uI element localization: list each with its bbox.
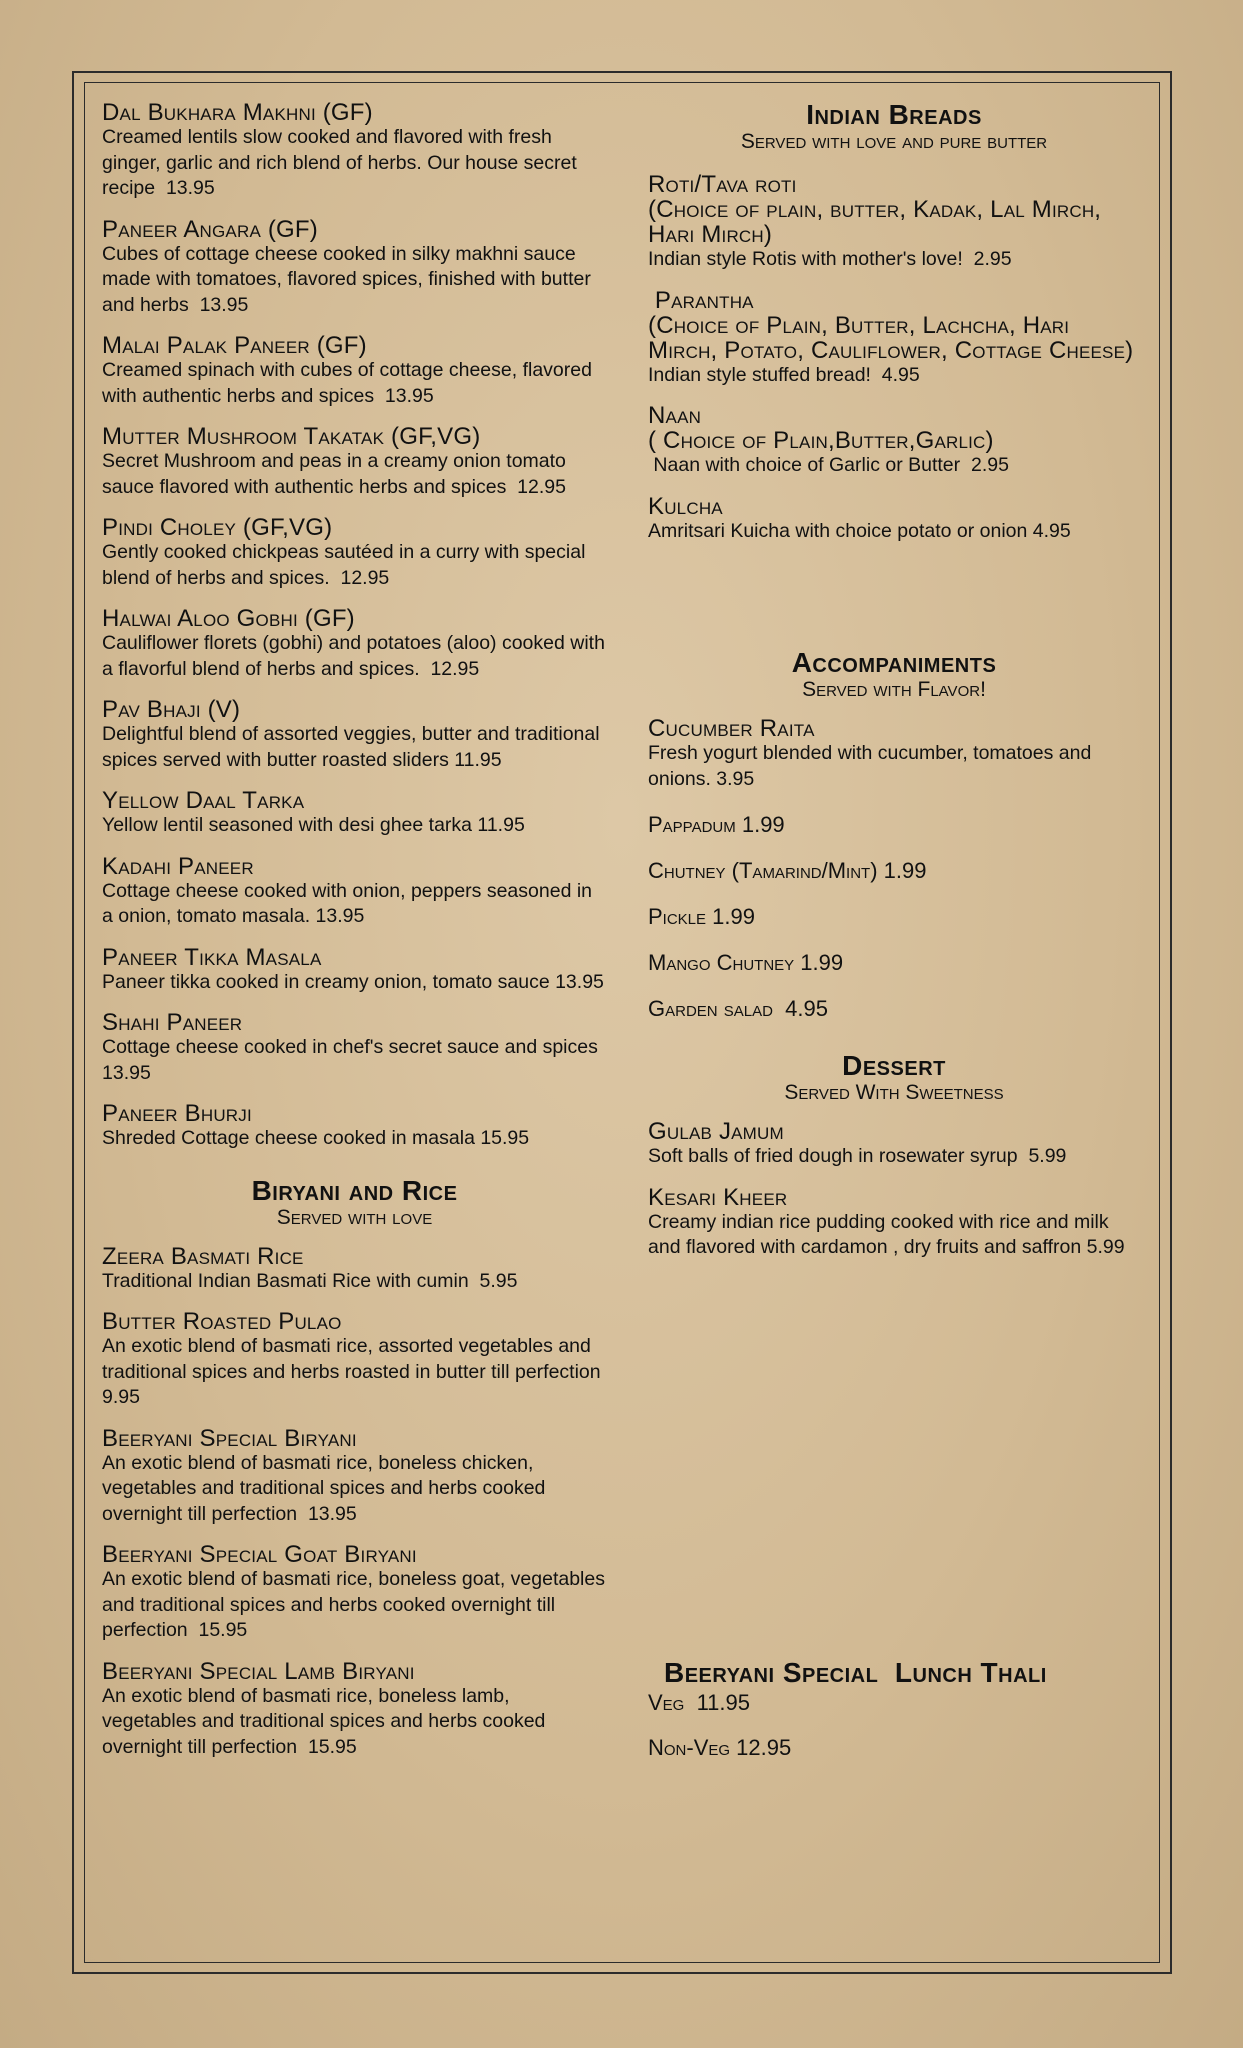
- thali-section: [648, 1658, 1140, 1781]
- item-description: Paneer tikka cooked in creamy onion, tomato sauce 13.95: [102, 970, 604, 993]
- entree-list: [102, 99, 611, 1152]
- item-name: Paneer Bhurji: [102, 1100, 252, 1127]
- item-name: Beeryani Special Lamb Biryani: [102, 1657, 415, 1685]
- item-description: Indian style Rotis with mother's love! 2.95: [648, 248, 1012, 270]
- left-column: [102, 99, 612, 1775]
- item-options: (Choice of Plain, Butter, Lachcha, Hari Mirch, Potato, Cauliflower, Cottage Cheese): [648, 311, 1134, 364]
- section-title: Biryani and Rice: [251, 1174, 458, 1206]
- menu-item: [102, 1101, 607, 1152]
- item-name: Parantha: [648, 286, 754, 314]
- dessert-section-header: [648, 1051, 1140, 1105]
- menu-item: [102, 515, 607, 591]
- accompaniment-item: Pappadum 1.99: [648, 812, 785, 837]
- accompaniment-item: Chutney (Tamarind/Mint) 1.99: [648, 858, 927, 883]
- accompaniments-list: [648, 812, 1140, 1021]
- item-name: Beeryani Special Goat Biryani: [102, 1541, 417, 1568]
- menu-item: [648, 288, 1140, 389]
- item-description: Traditional Indian Basmati Rice with cumin 5.95: [102, 1269, 518, 1292]
- menu-item: [102, 854, 607, 930]
- item-description: An exotic blend of basmati rice, assorted vegetables and traditional spices and herbs roasted in butter till perfection 9.95: [102, 1335, 612, 1408]
- item-name: Pindi Choley (GF,VG): [102, 514, 333, 541]
- item-description: Indian style stuffed bread! 4.95: [648, 363, 920, 386]
- dessert-list: [648, 1119, 1140, 1261]
- menu-item: [102, 424, 607, 500]
- menu-item: [648, 403, 1140, 479]
- item-description: Cottage cheese cooked with onion, peppers seasoned in a onion, tomato masala. 13.95: [102, 879, 598, 927]
- section-subtitle: Served With Sweetness: [784, 1081, 1004, 1104]
- item-description: Creamed lentils slow cooked and flavored with fresh ginger, garlic and rich blend of herbs. Our house secret recipe 13.95: [102, 126, 583, 199]
- menu-item: [102, 100, 607, 202]
- item-name: Kadahi Paneer: [102, 852, 254, 880]
- section-title: Beeryani Special Lunch Thali: [664, 1657, 1047, 1688]
- item-name: Beeryani Special Biryani: [102, 1424, 357, 1452]
- section-subtitle: Served with love: [276, 1205, 433, 1229]
- item-description: Shreded Cottage cheese cooked in masala 15.95: [102, 1127, 530, 1149]
- menu-item: [102, 217, 607, 319]
- section-subtitle: Served with love and pure butter: [740, 130, 1048, 153]
- section-title: Dessert: [842, 1050, 946, 1081]
- right-column: [648, 99, 1140, 1760]
- item-description: Yellow lentil seasoned with desi ghee tarka 11.95: [102, 814, 525, 836]
- item-name: Mutter Mushroom Takatak (GF,VG): [102, 423, 481, 450]
- menu-item: [648, 172, 1140, 273]
- menu-item: [102, 697, 607, 773]
- item-name: Zeera Basmati Rice: [102, 1242, 304, 1270]
- accompaniment-item: Mango Chutney 1.99: [648, 950, 844, 975]
- item-name: Paneer Angara (GF): [102, 215, 318, 243]
- item-description: Soft balls of fried dough in rosewater syrup 5.99: [648, 1145, 1067, 1167]
- item-description: Gently cooked chickpeas sautéed in a curry with special blend of herbs and spices. 12.95: [102, 541, 591, 589]
- item-name: Butter Roasted Pulao: [102, 1308, 342, 1335]
- menu-item: [102, 1541, 611, 1644]
- item-name: Pav Bhaji (V): [102, 696, 241, 723]
- item-name: Gulab Jamum: [648, 1118, 784, 1145]
- item-name: Halwai Aloo Gobhi (GF): [102, 605, 355, 632]
- item-name: Malai Palak Paneer (GF): [102, 332, 367, 359]
- menu-item: [102, 1308, 612, 1411]
- item-description: Cottage cheese cooked in chef's secret sauce and spices 13.95: [102, 1036, 604, 1084]
- accompaniment-item: Pickle 1.99: [648, 904, 755, 929]
- item-name: Yellow Daal Tarka: [102, 787, 305, 814]
- item-options: ( Choice of Plain,Butter,Garlic): [648, 427, 994, 454]
- menu-item: [648, 716, 1140, 792]
- item-name: Shahi Paneer: [102, 1009, 243, 1036]
- item-description: Creamy indian rice pudding cooked with rice and milk and flavored with cardamon , dry fruits and saffron 5.99: [648, 1210, 1125, 1258]
- accompaniments-section-header: [648, 648, 1140, 702]
- item-description: Fresh yogurt blended with cucumber, tomatoes and onions. 3.95: [648, 742, 1092, 790]
- breads-list: [648, 172, 1140, 544]
- section-title: Accompaniments: [791, 647, 997, 678]
- item-description: An exotic blend of basmati rice, boneless chicken, vegetables and traditional spices and herbs cooked overnight till perfection 13.95: [102, 1451, 551, 1525]
- item-name: Kesari Kheer: [648, 1183, 788, 1211]
- menu-item: [102, 1426, 607, 1528]
- biryani-section-header: [102, 1176, 607, 1230]
- item-name: Naan: [648, 402, 702, 429]
- item-description: Delightful blend of assorted veggies, butter and traditional spices served with butter roasted sliders 11.95: [102, 723, 605, 771]
- menu-item: [102, 1010, 607, 1086]
- menu-item: [102, 788, 607, 839]
- item-description: Creamed spinach with cubes of cottage cheese, flavored with authentic herbs and spices 13.95: [102, 359, 598, 407]
- item-description: Cubes of cottage cheese cooked in silky makhni sauce made with tomatoes, flavored spices, finished with butter and herbs 13.95: [102, 242, 597, 316]
- menu-item: [102, 945, 607, 996]
- item-description: Naan with choice of Garlic or Butter 2.95: [648, 454, 1009, 476]
- menu-item: [648, 494, 1140, 545]
- item-description: An exotic blend of basmati rice, boneless lamb, vegetables and traditional spices and herbs cooked overnight till perfection 15.95: [102, 1684, 551, 1758]
- menu-item: [648, 1119, 1140, 1170]
- menu-item: [102, 1244, 607, 1295]
- thali-veg-price: Veg 11.95: [648, 1690, 750, 1715]
- thali-nonveg-price: Non-Veg 12.95: [648, 1735, 792, 1760]
- item-options: (Choice of plain, butter, Kadak, Lal Mirch, Hari Mirch): [648, 196, 1102, 248]
- section-subtitle: Served with Flavor!: [802, 678, 986, 701]
- item-description: Secret Mushroom and peas in a creamy onion tomato sauce flavored with authentic herbs and spices 12.95: [102, 450, 572, 498]
- menu-item: [648, 1185, 1140, 1261]
- item-description: An exotic blend of basmati rice, boneless goat, vegetables and traditional spices and herbs cooked overnight till perfection 15.95: [102, 1568, 611, 1641]
- item-name: Cucumber Raita: [648, 715, 815, 742]
- section-title: Indian Breads: [806, 99, 982, 130]
- accompaniment-item: Garden salad 4.95: [648, 996, 828, 1021]
- item-description: Cauliflower florets (gobhi) and potatoes (aloo) cooked with a flavorful blend of herbs and spices. 12.95: [102, 632, 611, 680]
- item-description: Amritsari Kuicha with choice potato or onion 4.95: [648, 519, 1071, 542]
- item-name: Roti/Tava roti: [648, 171, 797, 198]
- biryani-list: [102, 1242, 612, 1761]
- breads-section-header: [648, 100, 1140, 154]
- item-name: Dal Bukhara Makhni (GF): [102, 99, 373, 126]
- menu-item: [102, 605, 611, 682]
- menu-item: [102, 1659, 607, 1761]
- item-name: Paneer Tikka Masala: [102, 943, 322, 971]
- item-name: Kulcha: [648, 492, 723, 520]
- menu-item: [102, 333, 607, 409]
